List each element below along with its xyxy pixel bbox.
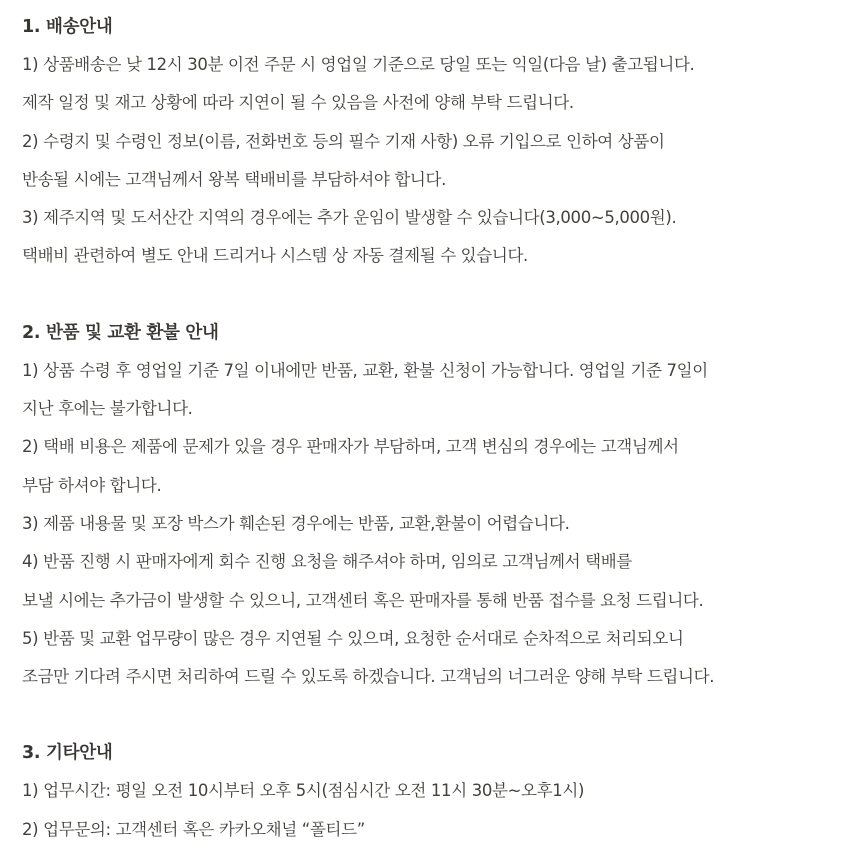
section-title-shipping: 1. 배송안내 (22, 17, 113, 37)
shipping-line-2: 제작 일정 및 재고 상황에 따라 지연이 될 수 있음을 사전에 양해 부탁 드립니다. (22, 93, 574, 113)
return-exchange-section (22, 314, 852, 697)
returns-line-3: 2) 택배 비용은 제품에 문제가 있을 경우 판매자가 부담하며, 고객 변심의 경우에는 고객님께서 (22, 437, 679, 457)
other-info-section (22, 734, 852, 849)
section-title-other: 3. 기타안내 (22, 743, 113, 764)
notice-document (22, 8, 852, 849)
shipping-line-5: 3) 제주지역 및 도서산간 지역의 경우에는 추가 운임이 발생할 수 있습니다(3,000~5,000원). (22, 208, 677, 228)
returns-line-9: 조금만 기다려 주시면 처리하여 드릴 수 있도록 하겠습니다. 고객님의 너그러운 양해 부탁 드립니다. (22, 667, 715, 687)
returns-line-1: 1) 상품 수령 후 영업일 기준 7일 이내에만 반품, 교환, 환불 신청이 가능합니다. 영업일 기준 7일이 (22, 360, 708, 380)
shipping-line-6: 택배비 관련하여 별도 안내 드리거나 시스템 상 자동 결제될 수 있습니다. (22, 246, 528, 266)
returns-line-4: 부담 하셔야 합니다. (22, 475, 162, 495)
other-line-1: 1) 업무시간: 평일 오전 10시부터 오후 5시(점심시간 오전 11시 30분~오후1시) (22, 781, 585, 801)
returns-line-2: 지난 후에는 불가합니다. (22, 399, 193, 419)
returns-line-6: 4) 반품 진행 시 판매자에게 회수 진행 요청을 해주셔야 하며, 임의로 고객님께서 택배를 (22, 552, 632, 572)
section-title-returns: 2. 반품 및 교환 환불 안내 (22, 322, 219, 343)
shipping-line-4: 반송될 시에는 고객님께서 왕복 택배비를 부담하셔야 합니다. (22, 169, 446, 189)
shipping-line-1: 1) 상품배송은 낮 12시 30분 이전 주문 시 영업일 기준으로 당일 또는 익일(다음 날) 출고됩니다. (22, 55, 695, 74)
returns-line-8: 5) 반품 및 교환 업무량이 많은 경우 지연될 수 있으며, 요청한 순서대로 순차적으로 처리되오니 (22, 628, 684, 648)
shipping-info-section (22, 8, 852, 276)
returns-line-5: 3) 제품 내용물 및 포장 박스가 훼손된 경우에는 반품, 교환,환불이 어렵습니다. (22, 513, 570, 533)
other-line-2: 2) 업무문의: 고객센터 혹은 카카오채널 “폴티드” (22, 819, 365, 839)
returns-line-7: 보낼 시에는 추가금이 발생할 수 있으니, 고객센터 혹은 판매자를 통해 반품 접수를 요청 드립니다. (22, 590, 704, 610)
shipping-line-3: 2) 수령지 및 수령인 정보(이름, 전화번호 등의 필수 기재 사항) 오류 기입으로 인하여 상품이 (22, 131, 665, 151)
